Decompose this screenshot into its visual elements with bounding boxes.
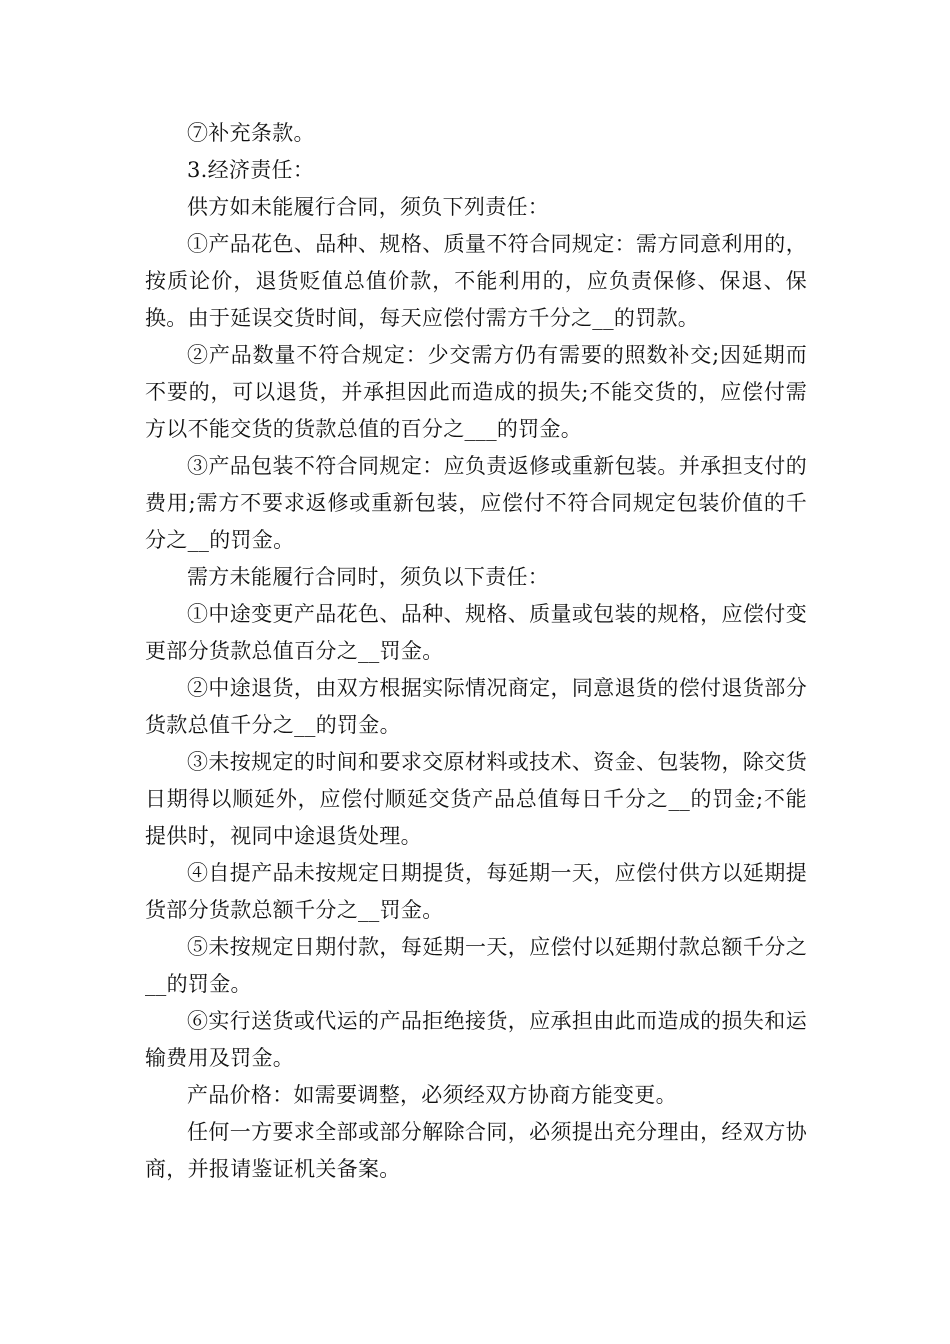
- section-heading-economic-liability: 3.经济责任：: [187, 158, 315, 182]
- supplier-clause-1: ①产品花色、品种、规格、质量不符合同规定：需方同意利用的，按质论价，退货贬值总值价款，不能利用的，应负责保修、保退、保换。由于延误交货时间，每天应偿付需方千分之__的罚款。: [145, 232, 807, 330]
- buyer-clause-4: ④自提产品未按规定日期提货，每延期一天，应偿付供方以延期提货部分货款总额千分之__罚金。: [145, 861, 807, 922]
- supplier-clause-2: ②产品数量不符合规定：少交需方仍有需要的照数补交;因延期而不要的，可以退货，并承担因此而造成的损失;不能交货的，应偿付需方以不能交货的货款总值的百分之___的罚金。: [145, 343, 807, 441]
- buyer-clause-3: ③未按规定的时间和要求交原材料或技术、资金、包装物，除交货日期得以顺延外，应偿付顺延交货产品总值每日千分之__的罚金;不能提供时，视同中途退货处理。: [145, 750, 807, 848]
- buyer-liability-intro: 需方未能履行合同时，须负以下责任：: [187, 565, 550, 589]
- buyer-clause-5: ⑤未按规定日期付款，每延期一天，应偿付以延期付款总额千分之__的罚金。: [145, 935, 807, 996]
- clause-supplementary: ⑦补充条款。: [187, 121, 315, 145]
- termination-clause: 任何一方要求全部或部分解除合同，必须提出充分理由，经双方协商，并报请鉴证机关备案。: [145, 1120, 807, 1181]
- document-body: [145, 115, 807, 1188]
- buyer-clause-2: ②中途退货，由双方根据实际情况商定，同意退货的偿付退货部分货款总值千分之__的罚金。: [145, 676, 807, 737]
- price-adjustment-clause: 产品价格：如需要调整，必须经双方协商方能变更。: [187, 1083, 677, 1107]
- buyer-clause-6: ⑥实行送货或代运的产品拒绝接货，应承担由此而造成的损失和运输费用及罚金。: [145, 1009, 807, 1070]
- supplier-liability-intro: 供方如未能履行合同，须负下列责任：: [187, 195, 550, 219]
- supplier-clause-3: ③产品包装不符合同规定：应负责返修或重新包装。并承担支付的费用;需方不要求返修或重新包装，应偿付不符合同规定包装价值的千分之__的罚金。: [145, 454, 807, 552]
- buyer-clause-1: ①中途变更产品花色、品种、规格、质量或包装的规格，应偿付变更部分货款总值百分之__罚金。: [145, 602, 807, 663]
